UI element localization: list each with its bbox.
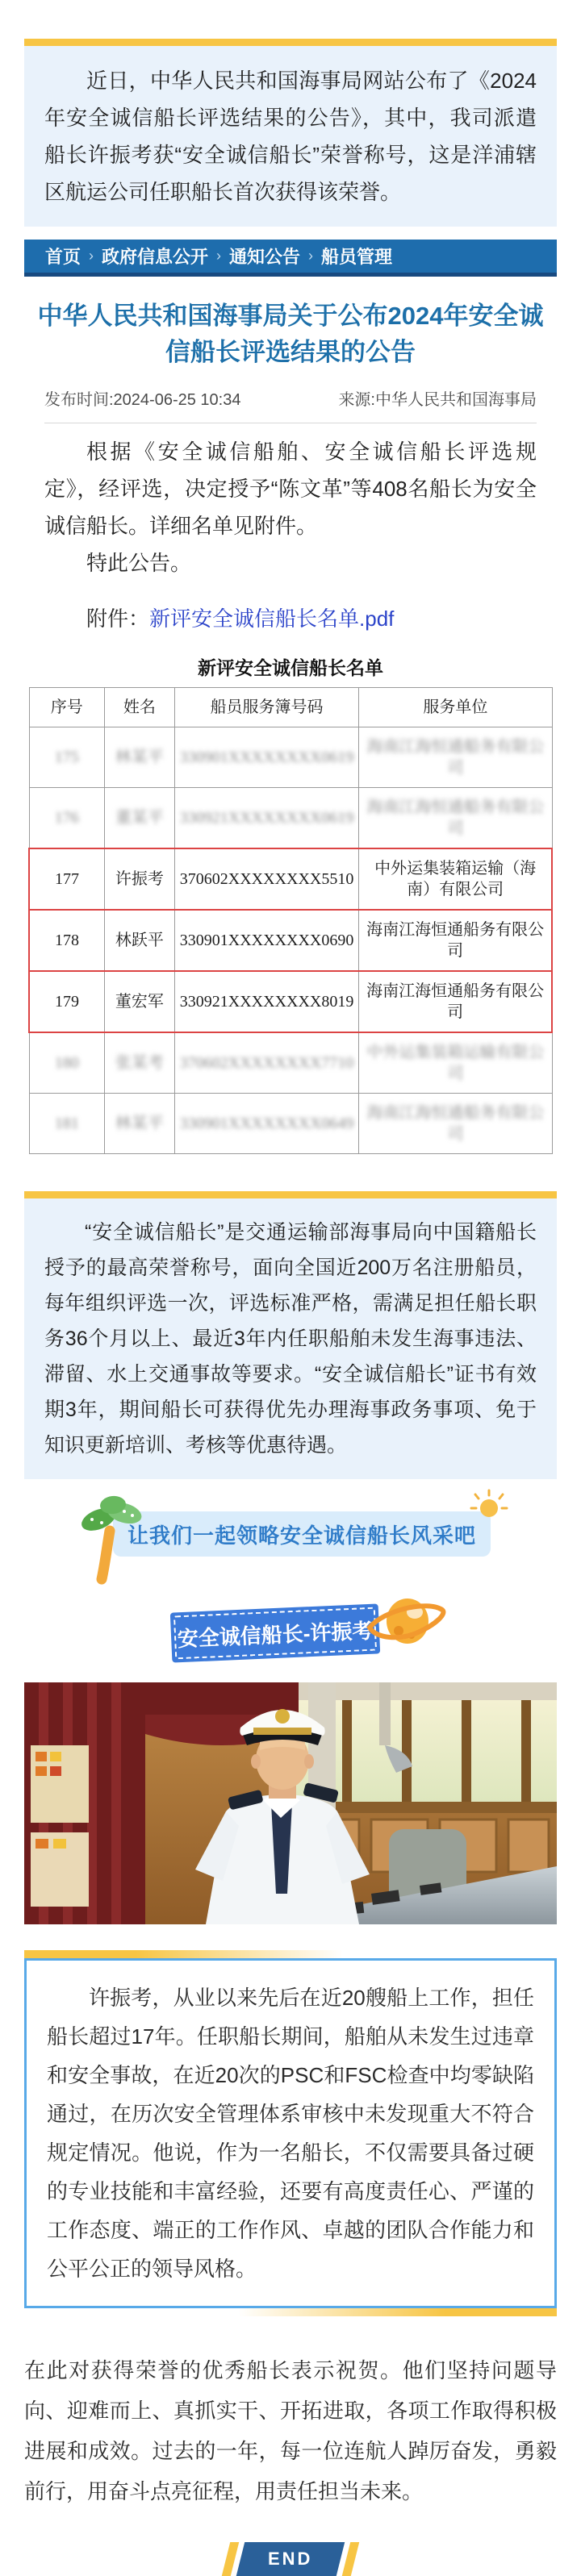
table-row: 181 林某平 330901XXXXXXXX0649 海南江海恒通船务有限公司: [29, 1094, 552, 1154]
breadcrumb-item-gov-info[interactable]: 政府信息公开: [102, 247, 209, 267]
banner-text: 让我们一起领略安全诚信船长风采吧: [127, 1523, 476, 1548]
page-title: 中华人民共和国海事局关于公布2024年安全诚信船长评选结果的公告: [37, 302, 544, 366]
profile-paragraph: 许振考，从业以来先后在近20艘船上工作，担任船长超过17年。任职船长期间，船舶从未发生过违章和安全事故，在近20次的PSC和FSC检查中均零缺陷通过，在历次安全管理体系审核中未发现重大不符合规定情况。他说，作为一名船长，不仅需要具备过硬的专业技能和丰富经验，还要有高度责任心、严谨的工作态度、端正的工作作风、卓越的团队合作能力和公平公正的领导风格。: [47, 1986, 534, 2281]
table-row: 180 张某考 370602XXXXXXXX7710 中外运集装箱运输有限公司: [29, 1032, 552, 1094]
announcement-paragraph: 特此公告。: [86, 551, 192, 575]
captain-badge-text: 安全诚信船长-许振考: [177, 1618, 374, 1651]
breadcrumb-item-home[interactable]: 首页: [45, 247, 82, 267]
profile-section: [0, 1950, 581, 2316]
quote-accent-top: [24, 1950, 343, 1958]
breadcrumb-separator-icon: ›: [216, 248, 222, 264]
table-row-highlighted: 177 许振考 370602XXXXXXXX5510 中外运集装箱运输（海南）有限公司: [29, 848, 552, 910]
badge-row: [0, 1600, 581, 1663]
breadcrumb-separator-icon: ›: [308, 248, 314, 264]
palm-tree-icon: [77, 1494, 155, 1582]
attachment-pdf-link[interactable]: 新评安全诚信船长名单.pdf: [149, 606, 395, 631]
closing-paragraph: 在此对获得荣誉的优秀船长表示祝贺。他们坚持问题导向、迎难而上、真抓实干、开拓进取，各项工作取得积极进展和成效。过去的一年，每一位连航人踔厉奋发，勇毅前行，用奋斗点亮征程，用责任担当未来。: [24, 2358, 557, 2503]
sun-icon: [466, 1484, 512, 1529]
captain-photo: [24, 1682, 557, 1924]
end-stripe-right: [342, 2542, 359, 2576]
roster-table-section: [28, 653, 553, 1154]
end-label: END: [268, 2549, 313, 2569]
table-title: 新评安全诚信船长名单: [198, 658, 383, 678]
about-box: [24, 1198, 557, 1479]
col-header-serial: 序号: [29, 688, 105, 727]
attachment-line: [44, 602, 537, 632]
banner: [113, 1511, 491, 1557]
about-accent-bar: [24, 1191, 557, 1198]
col-header-unit: 服务单位: [359, 688, 552, 727]
attachment-label: 附件：: [86, 606, 150, 631]
table-row: 175 林某平 330901XXXXXXXX0619 海南江海恒通船务有限公司: [29, 727, 552, 788]
about-paragraph: “安全诚信船长”是交通运输部海事局向中国籍船长授予的最高荣誉称号，面向全国近200万名注册船员，每年组织评选一次，评选标准严格，需满足担任船长职务36个月以上、最近3年内任职船舶未发生海事违法、滞留、水上交通事故等要求。“安全诚信船长”证书有效期3年，期间船长可获得优先办理海事政务事项、免于知识更新培训、考核等优惠待遇。: [44, 1221, 537, 1457]
announcement-paragraph: 根据《安全诚信船舶、安全诚信船长评选规定》，经评选，决定授予“陈文革”等408名船长为安全诚信船长。详细名单见附件。: [44, 440, 537, 538]
col-header-number: 船员服务簿号码: [174, 688, 359, 727]
intro-paragraph: 近日，中华人民共和国海事局网站公布了《2024年安全诚信船长评选结果的公告》，其中，我司派遣船长许振考获“安全诚信船长”荣誉称号，这是洋浦辖区航运公司任职船长首次获得该荣誉。: [44, 69, 537, 204]
col-header-name: 姓名: [105, 688, 175, 727]
table-row: 176 董某平 330921XXXXXXXX0619 海南江海恒通船务有限公司: [29, 788, 552, 849]
announcement-body: [44, 433, 537, 632]
banner-row: [24, 1508, 557, 1560]
top-accent-bar: [24, 39, 557, 46]
captain-badge: [170, 1603, 380, 1662]
meta-row: [44, 386, 537, 410]
planet-icon: [362, 1586, 450, 1655]
breadcrumb-separator-icon: ›: [89, 248, 94, 264]
publish-time: 发布时间:2024-06-25 10:34: [44, 391, 241, 409]
profile-quote-box: [24, 1958, 557, 2308]
table-row-highlighted: 178 林跃平 330901XXXXXXXX0690 海南江海恒通船务有限公司: [29, 910, 552, 971]
source: 来源:中华人民共和国海事局: [338, 391, 537, 409]
breadcrumb-item-notices[interactable]: 通知公告: [229, 247, 301, 267]
table-header-row: [29, 688, 552, 727]
breadcrumb-item-crew-mgmt[interactable]: 船员管理: [321, 247, 393, 267]
intro-box: [24, 46, 557, 227]
roster-table: [28, 687, 553, 1154]
end-row: [0, 2542, 581, 2576]
quote-accent-bottom: [238, 2308, 557, 2316]
breadcrumb: [24, 240, 557, 277]
table-row-highlighted: 179 董宏军 330921XXXXXXXX8019 海南江海恒通船务有限公司: [29, 971, 552, 1032]
end-stripe-left: [222, 2542, 239, 2576]
end-badge: [236, 2542, 345, 2576]
